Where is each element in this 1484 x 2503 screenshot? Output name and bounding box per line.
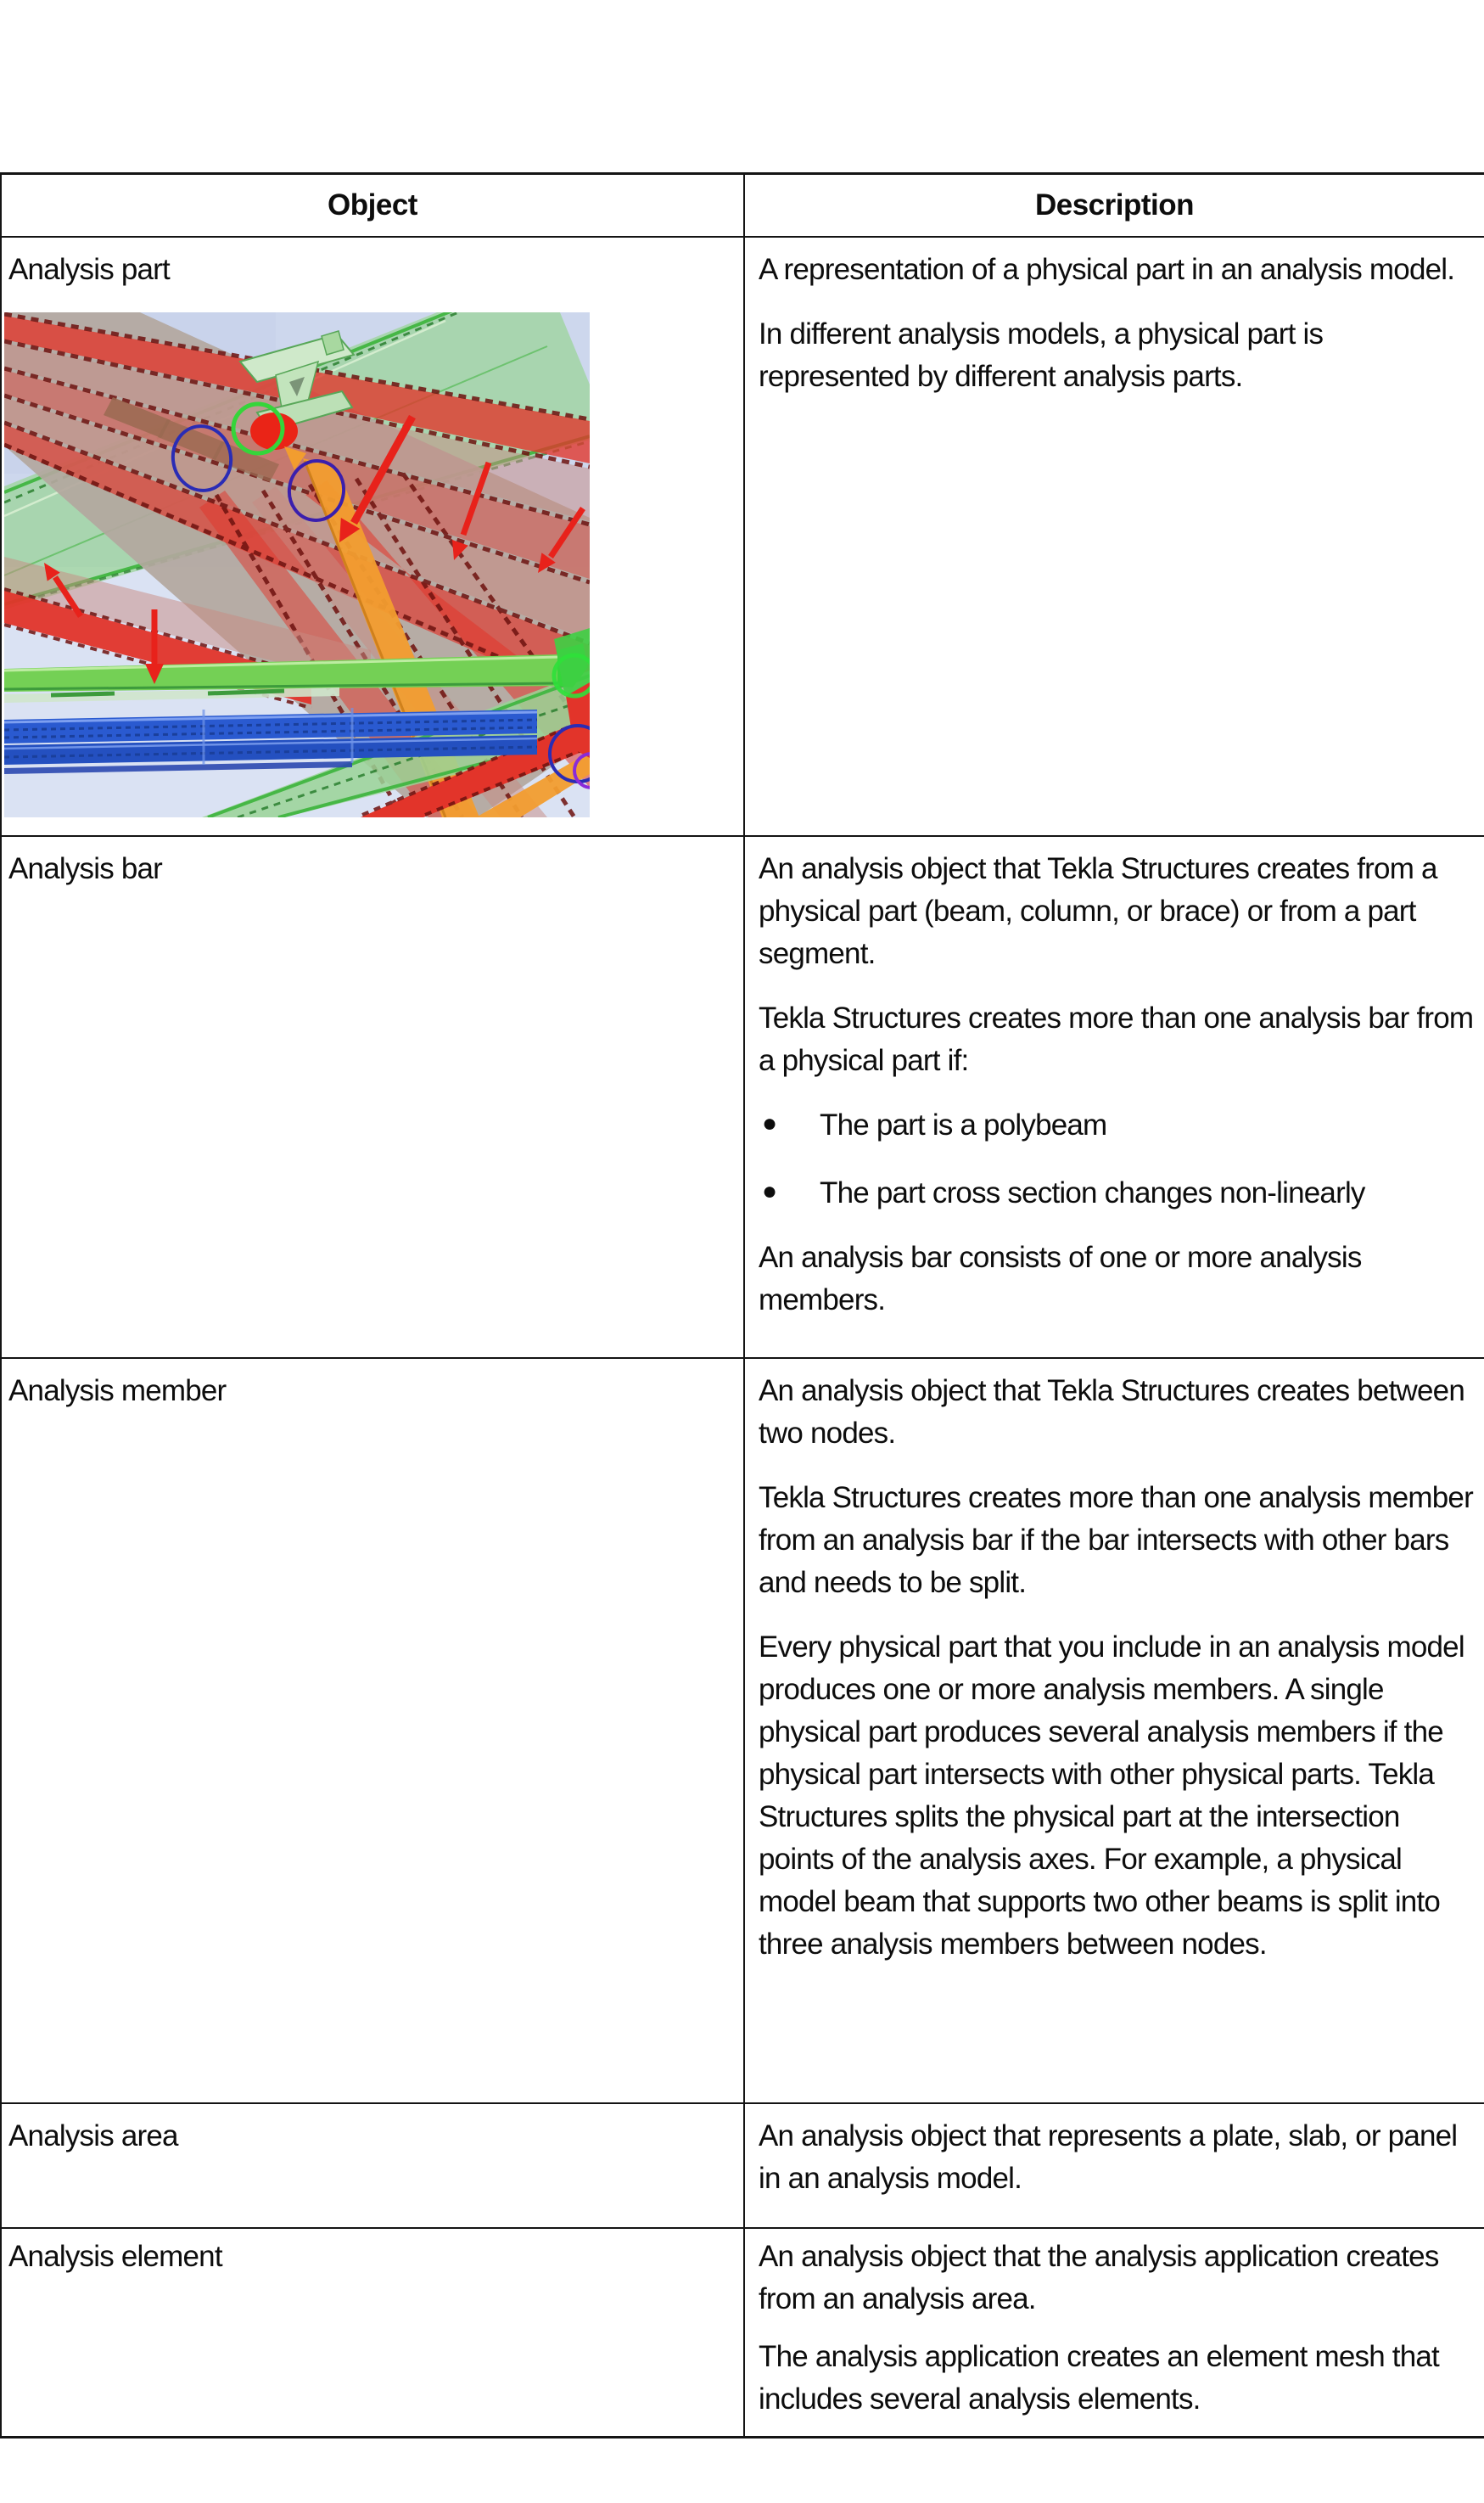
definition-table bbox=[0, 172, 1484, 2438]
description-paragraph: Tekla Structures creates more than one analysis bar from a physical part if: bbox=[759, 1002, 1474, 1077]
object-cell bbox=[2, 837, 745, 1357]
description-paragraph: An analysis object that represents a plate, slab, or panel in an analysis model. bbox=[759, 2119, 1458, 2195]
analysis-model-svg bbox=[4, 312, 590, 817]
description-paragraph: A representation of a physical part in an analysis model. bbox=[759, 253, 1455, 286]
object-cell bbox=[2, 1359, 745, 2102]
table-row-analysis-member bbox=[2, 1359, 1484, 2104]
object-cell bbox=[2, 238, 745, 835]
table-row-analysis-bar bbox=[2, 837, 1484, 1359]
bullet-icon: ● bbox=[762, 1177, 777, 1205]
description-paragraph: An analysis object that Tekla Structures creates from a physical part (beam, column, or brace) or from a part segment. bbox=[759, 852, 1437, 970]
description-paragraph: Tekla Structures creates more than one analysis member from an analysis bar if the bar intersects with other bars and needs to be split. bbox=[759, 1481, 1473, 1599]
description-paragraph: An analysis object that Tekla Structures creates between two nodes. bbox=[759, 1374, 1464, 1450]
description-paragraph: In different analysis models, a physical part is represented by different analysis parts. bbox=[759, 317, 1324, 393]
table-row-analysis-area bbox=[2, 2104, 1484, 2229]
table-header-row bbox=[2, 175, 1484, 238]
description-cell bbox=[745, 238, 1484, 835]
description-paragraph: Every physical part that you include in an analysis model produces one or more analysis members. A single physical part produces several analysis members if the physical part intersects with other physical parts. Tekla Structures splits the physical part at the intersection points of the analysis axes. For example, a physical model beam that supports two other beams is split into three analysis members between nodes. bbox=[759, 1630, 1464, 1961]
bullet-item bbox=[759, 1104, 1479, 1147]
object-cell bbox=[2, 2229, 745, 2436]
bullet-icon: ● bbox=[762, 1109, 777, 1137]
description-cell bbox=[745, 1359, 1484, 2102]
object-label: Analysis member bbox=[8, 1374, 227, 1407]
column-header-object bbox=[2, 175, 745, 236]
table-row-analysis-part bbox=[2, 238, 1484, 837]
bullet-text: The part is a polybeam bbox=[820, 1108, 1107, 1142]
analysis-model-image bbox=[4, 312, 590, 817]
description-paragraph: The analysis application creates an element mesh that includes several analysis elements. bbox=[759, 2340, 1439, 2416]
description-cell bbox=[745, 2104, 1484, 2227]
object-label: Analysis element bbox=[8, 2240, 222, 2273]
description-cell bbox=[745, 837, 1484, 1357]
object-label: Analysis part bbox=[8, 253, 170, 286]
column-header-description bbox=[745, 175, 1484, 236]
object-cell bbox=[2, 2104, 745, 2227]
description-paragraph: An analysis bar consists of one or more analysis members. bbox=[759, 1241, 1362, 1316]
bullet-text: The part cross section changes non-linearly bbox=[820, 1176, 1365, 1209]
object-label: Analysis area bbox=[8, 2119, 178, 2152]
description-cell bbox=[745, 2229, 1484, 2436]
bullet-item bbox=[759, 1172, 1479, 1215]
bullet-list bbox=[759, 1104, 1479, 1215]
object-label: Analysis bar bbox=[8, 852, 163, 885]
table-row-analysis-element bbox=[2, 2229, 1484, 2436]
description-header-label: Description bbox=[1034, 188, 1195, 222]
description-paragraph: An analysis object that the analysis application creates from an analysis area. bbox=[759, 2240, 1439, 2315]
object-header-label: Object bbox=[328, 188, 417, 222]
